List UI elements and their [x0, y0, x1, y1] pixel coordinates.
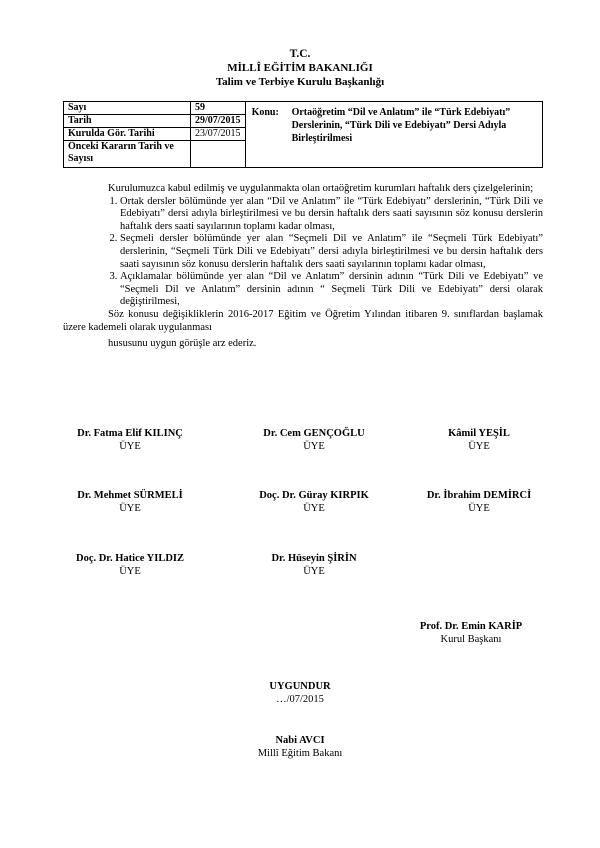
- body-intro: Kurulumuzca kabul edilmiş ve uygulanmakta olan ortaöğretim kurumları haftalık ders çizelgelerinin;: [108, 183, 534, 194]
- header-tc: T.C.: [289, 48, 311, 60]
- document-header: [0, 47, 600, 89]
- signature-block: [229, 552, 399, 578]
- signatory-name: Dr. Hüseyin ŞİRİN: [271, 553, 357, 564]
- signature-block: [394, 489, 564, 515]
- signatory-role: ÜYE: [119, 441, 141, 452]
- header-ministry: MİLLÎ EĞİTİM BAKANLIĞI: [227, 62, 373, 74]
- signatory-name: Dr. Fatma Elif KILINÇ: [77, 428, 183, 439]
- info-label-number: Sayı: [64, 102, 191, 115]
- signatory-role: ÜYE: [468, 503, 490, 514]
- decision-items: [63, 196, 543, 309]
- signature-block: [229, 427, 399, 453]
- decision-item: 1. Ortak dersler bölümünde yer alan “Dil ve Anlatım” ile “Türk Edebiyatı” derslerinin, “Türk Dili ve Edebiyatı” dersi adıyla birleştirilmesi ve bu dersin haftalık ders saati sayısının söz konusu derslerin haftalık ders saati sayılarının toplamı kadar olması,: [120, 196, 543, 234]
- signatory-role: ÜYE: [303, 503, 325, 514]
- document-body: [63, 183, 543, 351]
- approval-status: UYGUNDUR: [269, 681, 331, 692]
- minister-title: Millî Eğitim Bakanı: [257, 748, 343, 759]
- signature-block: [45, 427, 215, 453]
- body-after: Söz konusu değişikliklerin 2016-2017 Eğitim ve Öğretim Yılından itibaren 9. sınıflardan başlamak üzere kademeli olarak uygulanması: [63, 308, 543, 333]
- signatory-name: Doç. Dr. Hatice YILDIZ: [75, 553, 184, 564]
- signatory-role: ÜYE: [303, 441, 325, 452]
- signatory-name: Kâmil YEŞİL: [448, 428, 510, 439]
- signature-block: [394, 427, 564, 453]
- signatory-name: Dr. Cem GENÇOĞLU: [263, 428, 365, 439]
- info-label-date: Tarih: [64, 115, 191, 128]
- signatory-name: Doç. Dr. Güray KIRPIK: [259, 490, 369, 501]
- minister-block: [0, 734, 600, 760]
- decision-item: 3. Açıklamalar bölümünde yer alan “Dil ve Anlatım” dersinin adının “Türk Dili ve Edebiyatı” ve “Seçmeli Dil ve Anlatım” dersinin adının “ Seçmeli Türk Dili ve Edebiyatı” dersi olarak değiştirilmesi,: [120, 271, 543, 309]
- subject-text: Ortaöğretim “Dil ve Anlatım” ile “Türk Edebiyatı” Derslerinin, “Türk Dili ve Edebiyatı” Dersi Adıyla Birleştirilmesi: [291, 107, 511, 144]
- info-value-date: 29/07/2015: [191, 115, 246, 128]
- signature-block: [45, 489, 215, 515]
- signature-block-chairman: [386, 620, 556, 646]
- body-closing: hususunu uygun görüşle arz ederiz.: [108, 338, 257, 350]
- info-value-board-date: 23/07/2015: [191, 128, 246, 141]
- info-value-number: 59: [191, 102, 246, 115]
- approval-date: …/07/2015: [276, 694, 324, 705]
- signature-block: [45, 552, 215, 578]
- signatory-role: ÜYE: [119, 503, 141, 514]
- info-label-previous-decision: Önceki Kararın Tarih ve Sayısı: [64, 141, 191, 168]
- subject-label: Konu:: [251, 107, 279, 118]
- approval-block: [0, 680, 600, 706]
- signatory-name: Dr. İbrahim DEMİRCİ: [426, 490, 532, 501]
- chairman-role: Kurul Başkanı: [440, 634, 502, 645]
- signatory-role: ÜYE: [119, 566, 141, 577]
- info-value-previous-decision: [191, 141, 246, 168]
- chairman-name: Prof. Dr. Emin KARİP: [419, 621, 523, 632]
- signature-block: [229, 489, 399, 515]
- header-board: Talim ve Terbiye Kurulu Başkanlığı: [215, 76, 385, 88]
- signatory-role: ÜYE: [468, 441, 490, 452]
- signatory-name: Dr. Mehmet SÜRMELİ: [77, 490, 183, 501]
- decision-info-table: [63, 101, 543, 168]
- signatory-role: ÜYE: [303, 566, 325, 577]
- minister-name: Nabi AVCI: [275, 735, 325, 746]
- info-label-board-date: Kurulda Gör. Tarihi: [64, 128, 191, 141]
- decision-item: 2. Seçmeli dersler bölümünde yer alan “Seçmeli Dil ve Anlatım” ile “Seçmeli Türk Edebiyatı” derslerinin, “Seçmeli Türk Dili ve Edebiyatı” dersi adıyla birleştirilmesi ve bu dersin haftalık ders saati sayısının söz konusu derslerin haftalık ders saati sayılarının toplamı kadar olması,: [120, 233, 543, 271]
- subject-cell: [245, 102, 542, 168]
